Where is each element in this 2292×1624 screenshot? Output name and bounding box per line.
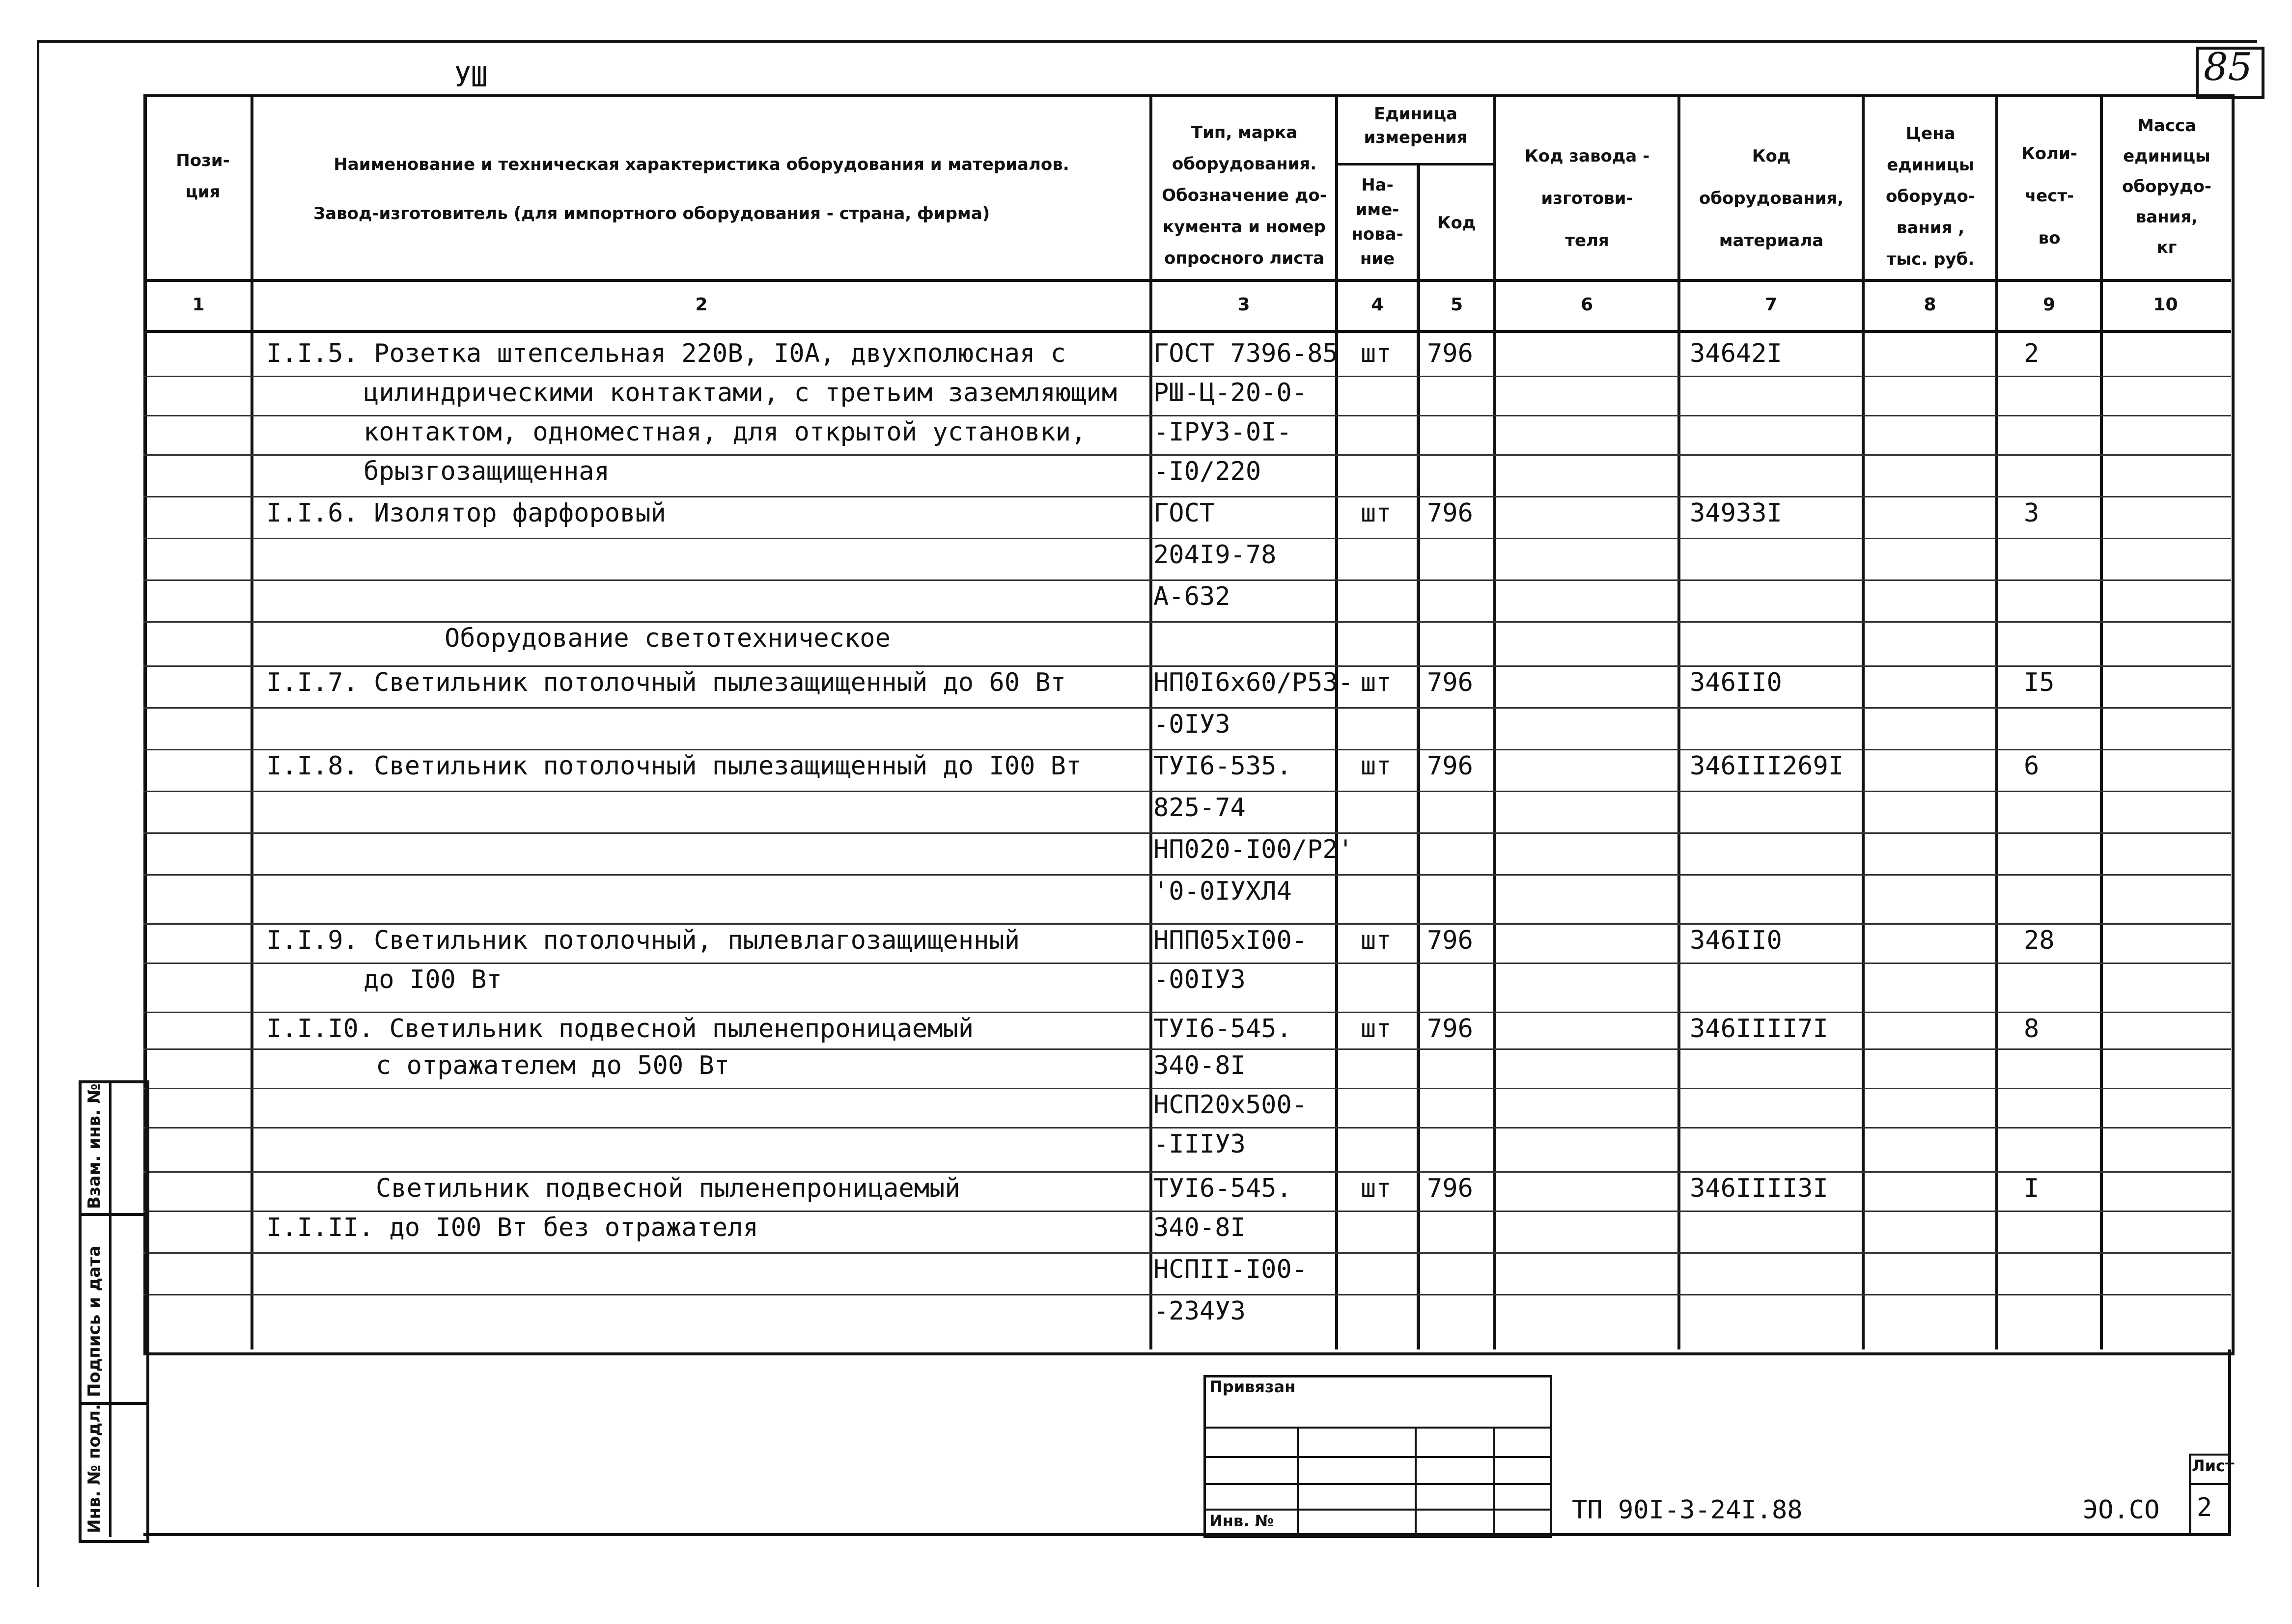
row-unit: шт [1361,668,1392,697]
frame-top-line [37,40,2257,43]
colnum-2: 2 [695,295,708,315]
row-equipment-code: 346IIII7I [1690,1014,1828,1044]
inv-label: Инв. № [1209,1512,1274,1530]
col-divider [1862,94,1865,1349]
row-doc: ГОСТ 7396-85 [1153,339,1338,368]
row-qty: 28 [2024,926,2055,955]
header-col9: Коли- чест- во [2021,144,2077,248]
colnum-1: 1 [192,295,205,315]
row-name: I.I.8. Светильник потолочный пылезащищенный до I00 Вт [266,751,1082,781]
row-code: 796 [1427,751,1473,781]
row-code: 796 [1427,339,1473,368]
row-qty: I5 [2024,668,2055,697]
row-qty: 2 [2024,339,2040,368]
row-equipment-code: 346II0 [1690,668,1782,697]
colnum-4: 4 [1371,295,1384,315]
row-divider [143,1048,2231,1050]
col-divider [1995,94,1998,1349]
row-doc: -0IУЗ [1153,710,1230,739]
col-divider [2100,94,2103,1349]
stamp-bottom [143,1533,2231,1536]
sheet-box-divider [2189,1483,2231,1485]
row-divider [143,1211,2231,1212]
header-col1: Пози- ция [176,151,230,202]
header-col10: Масса единицы оборудо- вания, кг [2122,116,2211,257]
row-unit: шт [1361,1174,1392,1203]
colnum-6: 6 [1580,295,1593,315]
row-divider [143,707,2231,709]
row-divider [143,963,2231,964]
row-name: брызгозащищенная [363,457,610,486]
row-doc: -IIIУЗ [1153,1129,1246,1159]
header-col8: Цена единицы оборудо- вания , тыс. руб. [1886,124,1975,269]
row-name: до I00 Вт [363,965,502,994]
header-col2: Наименование и техническая характеристика оборудования и материалов. Завод-изготовитель (для импортного оборудования - страна, фирма) [313,155,1069,223]
colnum-3: 3 [1237,295,1250,315]
colnum-5: 5 [1450,295,1463,315]
row-name: Светильник подвесной пыленепроницаемый [376,1174,960,1203]
row-divider [143,923,2231,925]
row-divider [143,1127,2231,1129]
row-divider [143,621,2231,623]
row-doc: ТУI6-535. [1153,751,1292,781]
row-doc: НСП20х500- [1153,1090,1308,1120]
col-divider [1677,94,1680,1349]
row-divider [143,376,2231,377]
colnum-8: 8 [1924,295,1936,315]
row-name: I.I.7. Светильник потолочный пылезащищенный до 60 Вт [266,668,1066,697]
row-equipment-code: 34933I [1690,498,1782,528]
side-divider [79,1213,146,1216]
header-col3: Тип, марка оборудования. Обозначение до- кумента и номер опросного листа [1162,123,1327,268]
row-equipment-code: 34642I [1690,339,1782,368]
side-label-signature: Подпись и дата [84,1245,104,1397]
page-number: 85 [2204,45,2253,89]
header-col5: Код [1437,213,1476,233]
row-divider [143,1088,2231,1089]
row-doc: -I0/220 [1153,457,1261,486]
row-qty: 8 [2024,1014,2040,1044]
row-unit: шт [1361,1014,1392,1044]
row-doc: НП020-I00/Р2' [1153,835,1353,864]
row-qty: 3 [2024,498,2040,528]
row-doc: 204I9-78 [1153,540,1277,570]
row-doc: НСПII-I00- [1153,1255,1308,1284]
side-label-replace: Взам. инв. № [84,1083,104,1209]
col-divider [251,94,253,1349]
row-equipment-code: 346III269I [1690,751,1844,781]
header-unit: Единица измерения [1364,104,1468,147]
row-unit: шт [1361,339,1392,368]
row-name: цилиндрическими контактами, с третьим заземляющим [363,378,1118,408]
colnum-9: 9 [2042,295,2056,315]
colnum-7: 7 [1764,295,1778,315]
row-doc: -IРУЗ-0I- [1153,417,1292,447]
sheet-box-left [2189,1454,2191,1535]
header-col6: Код завода - изготови- теля [1524,146,1650,250]
colnum-10: 10 [2153,295,2178,315]
sheet-box-top [2189,1454,2231,1456]
row-name: I.I.6. Изолятор фарфоровый [266,498,666,528]
row-name: I.I.9. Светильник потолочный, пылевлагозащищенный [266,926,1020,955]
row-divider [143,874,2231,876]
col-divider [1493,94,1496,1349]
header-col7: Код оборудования, материала [1699,146,1844,250]
row-divider [143,1252,2231,1254]
stamp-line [1203,1427,1552,1429]
row-divider [143,415,2231,416]
row-code: 796 [1427,926,1473,955]
doc-code: ТП 90I-3-24I.88 [1572,1495,1803,1525]
stamp-right [2228,1349,2231,1536]
stamp-line [1203,1456,1552,1458]
row-name: контактом, одноместная, для открытой установки, [363,417,1087,447]
sheet-value: 2 [2197,1493,2212,1522]
row-doc: А-632 [1153,582,1230,611]
row-divider [143,1171,2231,1173]
header-bottom [143,279,2231,282]
row-qty: 6 [2024,751,2040,781]
row-equipment-code: 346II0 [1690,926,1782,955]
row-doc: НПП05хI00- [1153,926,1308,955]
row-doc: 825-74 [1153,793,1246,823]
row-divider [143,791,2231,792]
side-label-inventory: Инв. № подл. [84,1404,104,1533]
row-doc: 340-8I [1153,1051,1246,1080]
row-divider [143,538,2231,539]
row-divider [143,832,2231,834]
row-doc: РШ-Ц-20-0- [1153,378,1308,408]
row-doc: -234УЗ [1153,1296,1246,1326]
row-name: I.I.II. до I00 Вт без отражателя [266,1213,758,1242]
row-divider [143,454,2231,456]
stamp-col [1415,1427,1417,1533]
row-divider [143,749,2231,750]
sheet-label: Лист [2192,1457,2235,1475]
colnum-bottom [143,330,2231,333]
stamp-line [1203,1509,1552,1511]
header-col4: На- име- нова- ние [1351,175,1403,269]
section-code: ЭО.СО [2083,1495,2160,1525]
row-divider [143,665,2231,667]
row-name: I.I.I0. Светильник подвесной пыленепроницаемый [266,1014,974,1044]
row-name: Оборудование светотехническое [445,624,891,653]
stamp-col [1493,1427,1495,1533]
row-unit: шт [1361,498,1392,528]
row-doc: ТУI6-545. [1153,1014,1292,1044]
sheet-mark: УШ [454,61,488,93]
row-unit: шт [1361,926,1392,955]
row-code: 796 [1427,498,1473,528]
side-divider [109,1080,112,1537]
row-code: 796 [1427,1014,1473,1044]
row-doc: 340-8I [1153,1213,1246,1242]
row-equipment-code: 346IIII3I [1690,1174,1828,1203]
row-unit: шт [1361,751,1392,781]
row-doc: ГОСТ [1153,498,1215,528]
row-divider [143,496,2231,497]
row-divider [143,1294,2231,1295]
frame-left-line [37,40,39,1587]
bound-label: Привязан [1209,1377,1296,1396]
row-code: 796 [1427,1174,1473,1203]
row-doc: -00IУЗ [1153,965,1246,994]
row-code: 796 [1427,668,1473,697]
row-qty: I [2024,1174,2040,1203]
col-divider [1149,94,1152,1349]
row-doc: '0-0IУХЛ4 [1153,877,1292,906]
row-name: I.I.5. Розетка штепсельная 220В, I0A, двухполюсная с [266,339,1066,368]
stamp-line [1203,1483,1552,1485]
row-divider [143,579,2231,581]
unit-header-divider [1335,163,1496,165]
row-doc: ТУI6-545. [1153,1174,1292,1203]
row-divider [143,1012,2231,1013]
row-doc: НП0I6х60/Р53- [1153,668,1353,697]
row-name: с отражателем до 500 Вт [376,1051,730,1080]
col-divider [1335,94,1338,1349]
stamp-col [1297,1427,1299,1533]
